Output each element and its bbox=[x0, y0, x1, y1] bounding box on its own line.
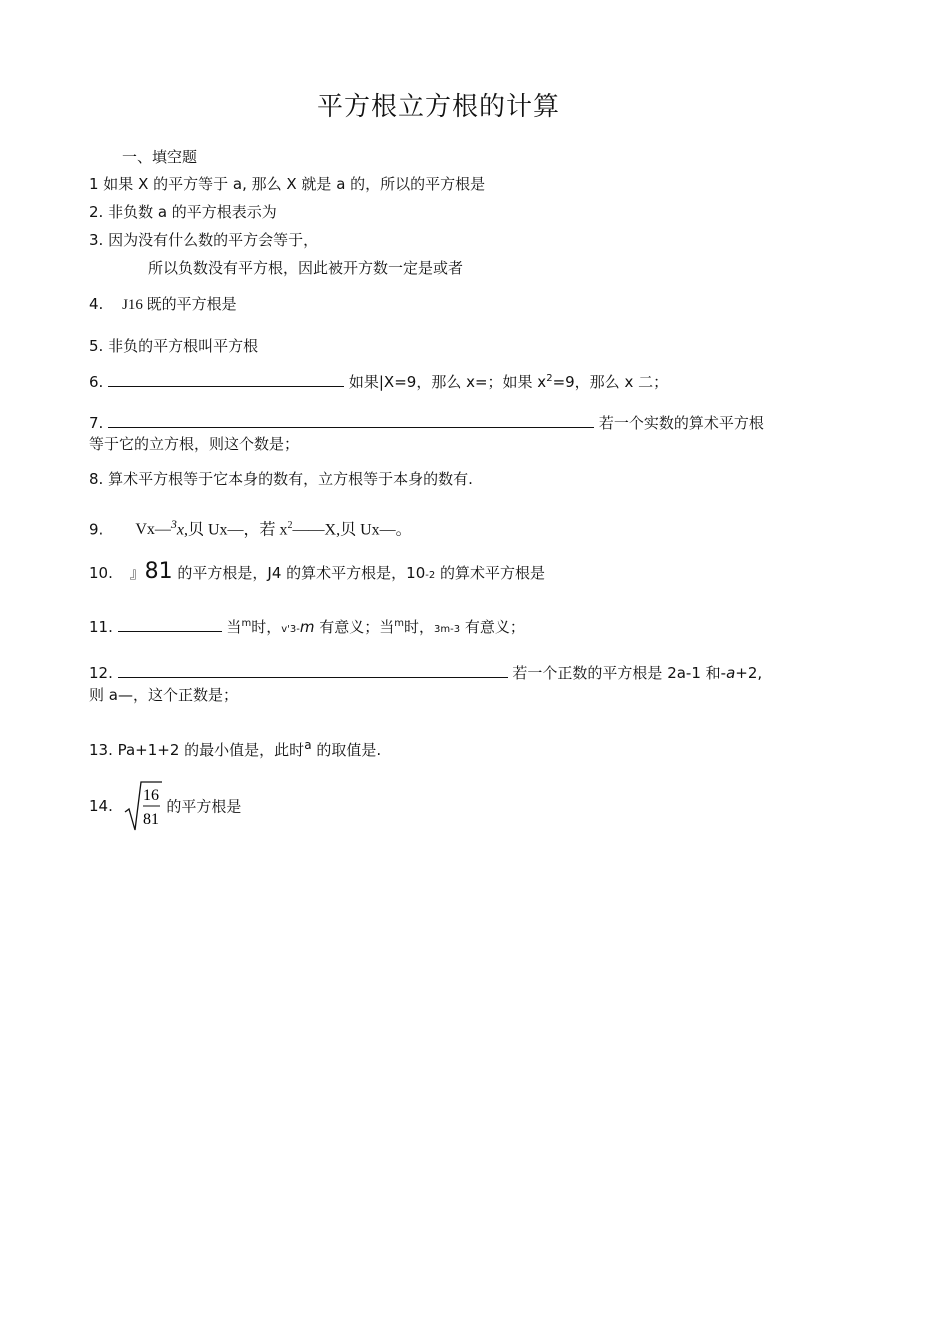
radical-sign-icon bbox=[124, 780, 162, 832]
radicand: 81 bbox=[144, 559, 173, 584]
exponent: 2 bbox=[546, 373, 553, 384]
sqrt-fraction bbox=[124, 780, 162, 832]
exponent: 2 bbox=[287, 520, 293, 531]
question-7 bbox=[89, 413, 764, 433]
question-12 bbox=[89, 663, 762, 683]
question-number: 4. bbox=[89, 295, 104, 313]
question-2: 2. 非负数 a 的平方根表示为 bbox=[89, 203, 277, 221]
q12-text: 若一个正数的平方根是 2a-1 和- bbox=[512, 664, 727, 682]
answer-blank[interactable] bbox=[108, 372, 344, 387]
question-12-continuation: 则 a—，这个正数是； bbox=[89, 686, 238, 704]
page-title: 平方根立方根的计算 bbox=[316, 92, 560, 122]
q9-var: x bbox=[176, 521, 184, 539]
q13-text: 13. Pa+1+2 的最小值是，此时 bbox=[89, 741, 305, 759]
question-number: 14. bbox=[89, 797, 113, 815]
answer-blank[interactable] bbox=[118, 663, 508, 678]
answer-blank[interactable] bbox=[108, 413, 594, 428]
question-7-continuation: 等于它的立方根，则这个数是； bbox=[89, 435, 300, 453]
question-text: 如果|X=9，那么 x=；如果 x bbox=[348, 373, 547, 391]
question-number: 10. bbox=[89, 564, 113, 582]
q14-text: 的平方根是 bbox=[166, 797, 242, 816]
q12-text-end: +2, bbox=[735, 664, 763, 682]
exponent: -2 bbox=[425, 570, 436, 581]
question-number: 9. bbox=[89, 520, 104, 539]
section-heading: 一、填空题 bbox=[122, 148, 198, 166]
q11-text: 时， bbox=[404, 618, 435, 636]
cube-index: 3 bbox=[170, 517, 177, 531]
var-mark: m bbox=[241, 618, 252, 629]
var-a: a bbox=[726, 664, 736, 682]
question-11 bbox=[89, 614, 525, 640]
var-mark: m bbox=[394, 618, 404, 629]
question-4 bbox=[89, 294, 237, 315]
q11-text: 有意义；当 bbox=[314, 618, 395, 636]
var-a: a bbox=[304, 738, 312, 752]
question-13 bbox=[89, 735, 381, 760]
question-3: 3. 因为没有什么数的平方会等于， bbox=[89, 231, 319, 249]
q9-part-d: ——X,贝 Ux—。 bbox=[292, 521, 412, 539]
question-1: 1 如果 X 的平方等于 a, 那么 X 就是 a 的，所以的平方根是 bbox=[89, 175, 486, 193]
question-number: 6. bbox=[89, 373, 104, 391]
q11-text: 有意义； bbox=[460, 618, 525, 636]
question-14 bbox=[89, 780, 241, 832]
question-6 bbox=[89, 369, 668, 392]
question-text-end: =9，那么 x 二； bbox=[552, 373, 669, 391]
question-number: 12. bbox=[89, 664, 113, 682]
question-3-continuation: 所以负数没有平方根，因此被开方数一定是或者 bbox=[148, 259, 464, 277]
question-9 bbox=[89, 514, 412, 540]
q11-text: 时， bbox=[251, 618, 282, 636]
expression: 3m-3 bbox=[434, 624, 461, 635]
question-number: 11. bbox=[89, 618, 113, 636]
var-m: m bbox=[299, 618, 315, 636]
q11-text: 当 bbox=[226, 618, 242, 636]
fraction-numerator: 16 bbox=[142, 787, 159, 804]
question-number: 7. bbox=[89, 414, 104, 432]
question-10 bbox=[89, 559, 546, 586]
q13-text-end: 的取值是. bbox=[311, 741, 382, 759]
q10-text: 的平方根是，J4 的算术平方根是，10 bbox=[172, 564, 426, 582]
expression: v'3- bbox=[281, 624, 300, 635]
q9-part-a: Vx— bbox=[135, 521, 171, 539]
q9-part-c: ,贝 Ux—，若 x bbox=[183, 521, 288, 539]
question-text: J16 既的平方根是 bbox=[122, 297, 237, 313]
answer-blank[interactable] bbox=[118, 617, 222, 632]
question-5: 5. 非负的平方根叫平方根 bbox=[89, 337, 259, 355]
q10-text-end: 的算术平方根是 bbox=[435, 564, 546, 582]
question-8: 8. 算术平方根等于它本身的数有，立方根等于本身的数有. bbox=[89, 470, 473, 488]
fraction-denominator: 81 bbox=[142, 811, 159, 828]
question-text: 若一个实数的算术平方根 bbox=[598, 414, 764, 432]
radical-sign: 』 bbox=[129, 564, 145, 582]
